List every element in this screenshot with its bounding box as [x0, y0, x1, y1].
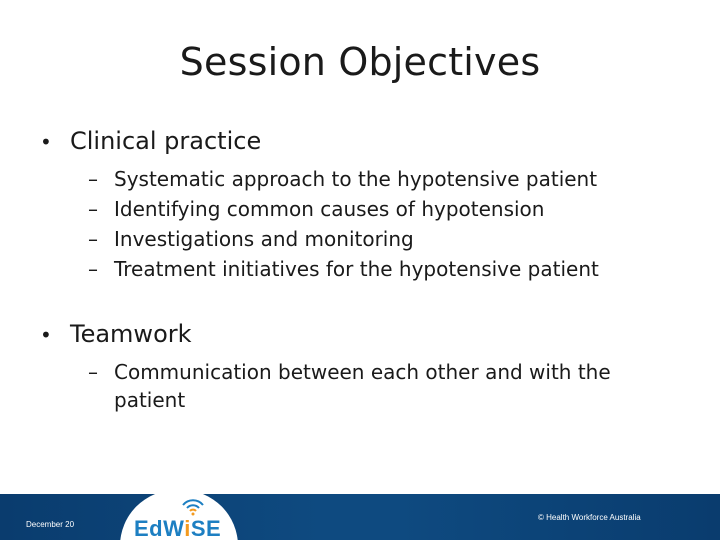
logo-wordmark	[134, 516, 221, 540]
wifi-signal-icon	[180, 496, 206, 516]
sub-bullet-text: Investigations and monitoring	[114, 227, 414, 252]
dash-marker: –	[88, 257, 98, 282]
dash-marker: –	[88, 227, 98, 252]
sub-bullet-text: Communication between each other and with the patient	[114, 360, 611, 413]
section-spacer	[40, 285, 700, 319]
slide-body	[40, 126, 700, 416]
edwise-logo	[120, 482, 238, 540]
sub-bullet-text: Identifying common causes of hypotension	[114, 197, 545, 222]
logo-text-w: W	[163, 516, 185, 540]
bullet-heading: Clinical practice	[70, 127, 262, 155]
bullet-clinical-practice	[40, 126, 700, 157]
logo-text-ed: Ed	[134, 516, 164, 540]
sub-bullet-item	[88, 358, 628, 414]
sub-bullet-list	[88, 165, 700, 283]
dash-marker: –	[88, 197, 98, 222]
sub-bullet-item	[88, 195, 700, 223]
bullet-marker: •	[40, 323, 52, 348]
dash-marker: –	[88, 167, 98, 192]
footer-bar	[0, 494, 720, 540]
sub-bullet-list	[88, 358, 628, 414]
sub-bullet-item	[88, 225, 700, 253]
bullet-marker: •	[40, 130, 52, 154]
footer-copyright: © Health Workforce Australia	[538, 513, 641, 522]
sub-bullet-text: Systematic approach to the hypotensive patient	[114, 167, 598, 192]
dash-marker: –	[88, 360, 98, 385]
sub-bullet-text: Treatment initiatives for the hypotensive patient	[114, 257, 599, 282]
bullet-teamwork	[40, 319, 700, 350]
slide-title: Session Objectives	[179, 40, 541, 84]
sub-bullet-item	[88, 255, 700, 283]
logo-text-i: i	[184, 516, 191, 540]
bullet-heading: Teamwork	[70, 320, 192, 349]
footer-date: December 20	[26, 520, 75, 529]
sub-bullet-item	[88, 165, 700, 193]
logo-text-se: SE	[190, 516, 222, 540]
